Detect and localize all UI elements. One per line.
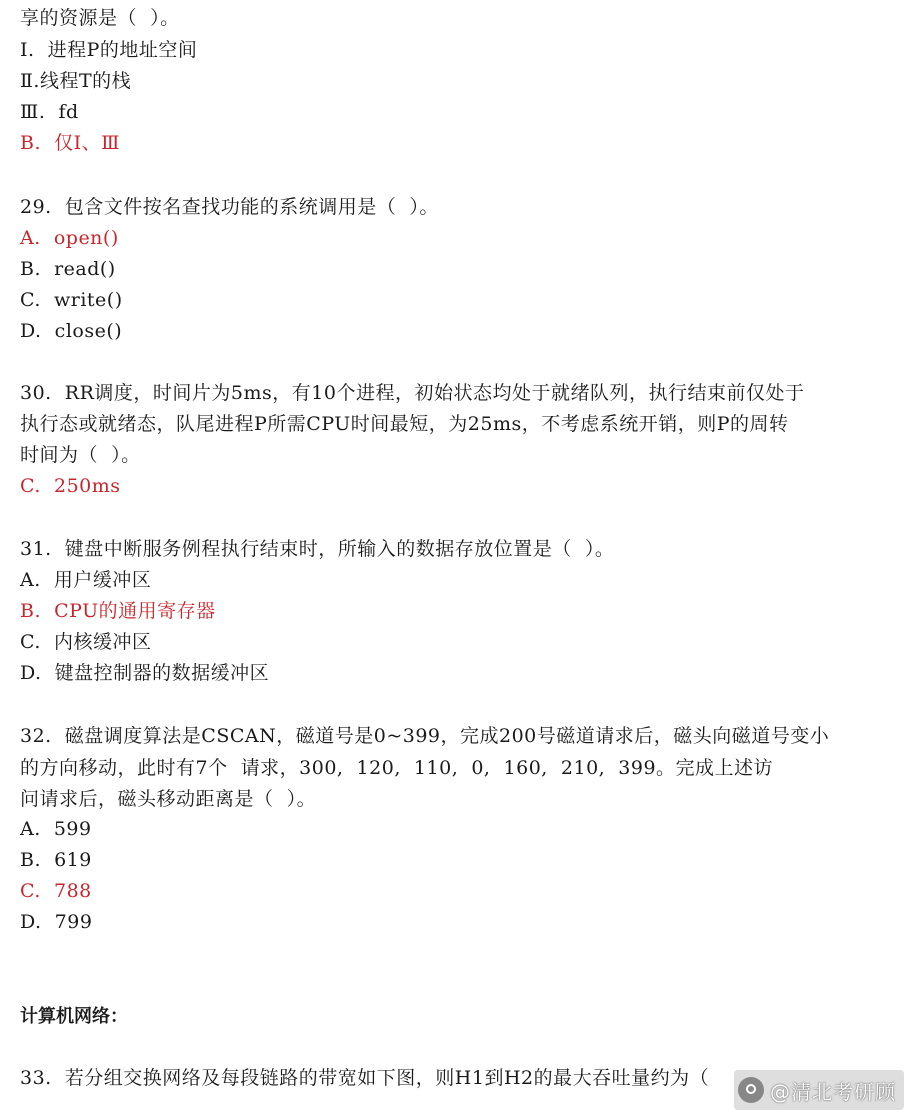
watermark [734, 1070, 904, 1110]
q32-option-d: D. 799 [20, 911, 93, 933]
q28-option: Ⅱ.线程T的栈 [20, 70, 132, 92]
q33-stem: 33. 若分组交换网络及每段链路的带宽如下图，则H1到H2的最大吞吐量约为（ [20, 1067, 710, 1089]
q32-stem-line-1: 32. 磁盘调度算法是CSCAN，磁道号是0~399，完成200号磁道请求后，磁头向磁道号变小 [20, 725, 830, 747]
q31-option-d: D. 键盘控制器的数据缓冲区 [20, 662, 270, 684]
q30-stem-line-3: 时间为（ ）。 [20, 444, 141, 466]
watermark-logo-icon [738, 1077, 764, 1103]
q28-answer: B. 仅Ⅰ、Ⅲ [20, 132, 120, 154]
section-heading: 计算机网络： [20, 1006, 128, 1027]
q28-option: Ⅰ. 进程P的地址空间 [20, 39, 198, 61]
q29-stem: 29. 包含文件按名查找功能的系统调用是（ ）。 [20, 196, 439, 218]
q30-stem-line-1: 30. RR调度，时间片为5ms，有10个进程，初始状态均处于就绪队列，执行结束前仅处于 [20, 382, 805, 404]
q28-stem-end: 享的资源是（ ）。 [20, 7, 180, 29]
q32-stem-line-3: 问请求后，磁头移动距离是（ ）。 [20, 788, 317, 810]
q29-option-d: D. close() [20, 320, 123, 342]
q29-option-b: B. read() [20, 258, 116, 280]
q32-option-a: A. 599 [20, 818, 92, 840]
q32-option-b: B. 619 [20, 849, 92, 871]
q30-answer: C. 250ms [20, 475, 121, 497]
q31-option-c: C. 内核缓冲区 [20, 631, 152, 653]
q30-stem-line-2: 执行态或就绪态，队尾进程P所需CPU时间最短，为25ms，不考虑系统开销，则P的周转 [20, 413, 789, 435]
q31-stem: 31. 键盘中断服务例程执行结束时，所输入的数据存放位置是（ ）。 [20, 538, 615, 560]
q31-option-a: A. 用户缓冲区 [20, 569, 152, 591]
q29-option-c: C. write() [20, 289, 123, 311]
q28-option: Ⅲ. fd [20, 101, 79, 123]
q31-option-b: B. CPU的通用寄存器 [20, 600, 216, 622]
q32-stem-line-2: 的方向移动，此时有7个 请求，300, 120, 110, 0, 160, 210, 399。完成上述访 [20, 757, 774, 779]
q29-option-a: A. open() [20, 227, 119, 249]
watermark-text: @清北考研顾 [770, 1079, 896, 1104]
q32-option-c: C. 788 [20, 880, 92, 902]
